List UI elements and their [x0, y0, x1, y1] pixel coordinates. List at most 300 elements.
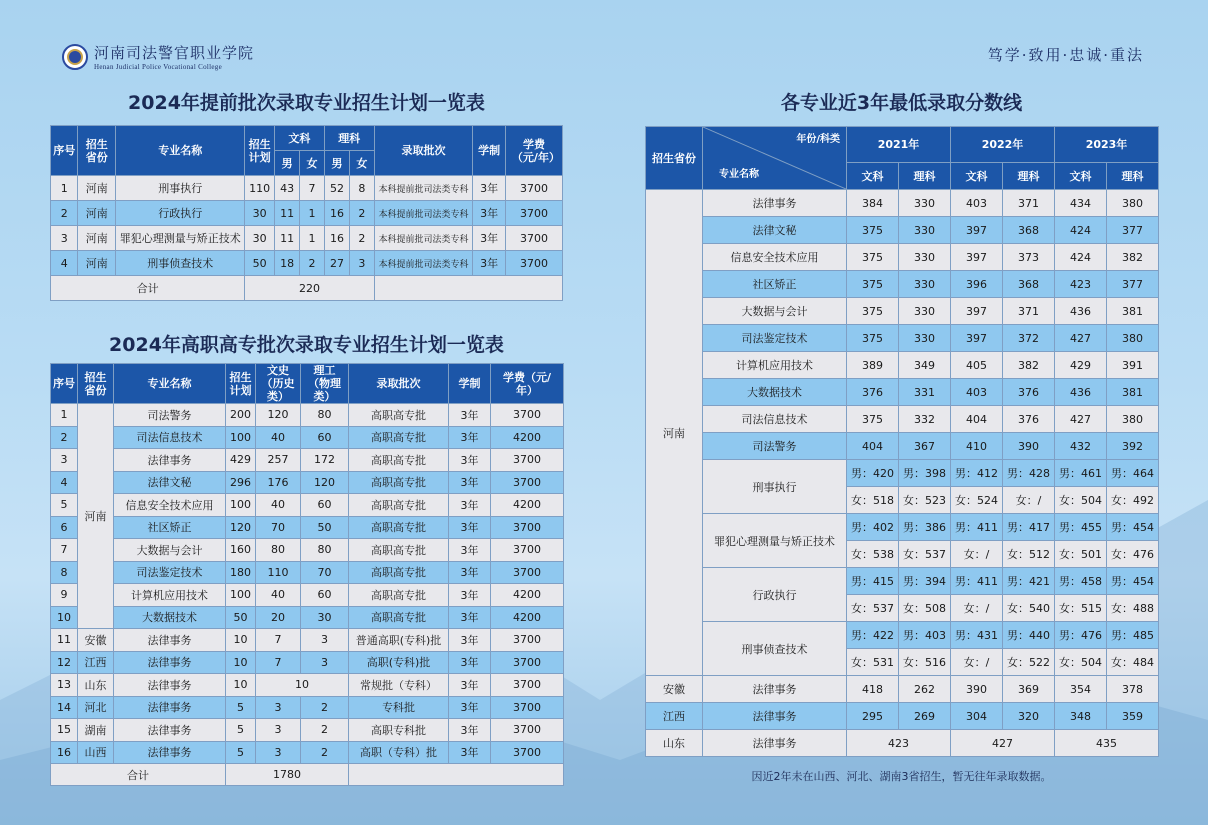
fee-cell: 3700 — [491, 404, 564, 427]
table-row — [646, 460, 1159, 487]
major-cell: 大数据技术 — [703, 379, 847, 406]
fee-cell: 4200 — [491, 426, 564, 449]
header-seq: 序号 — [51, 126, 78, 176]
header-diagonal — [703, 127, 847, 190]
duration-cell: 3年 — [449, 449, 491, 472]
batch-cell: 高职高专批 — [349, 426, 449, 449]
header-plan: 招生计划 — [226, 364, 256, 404]
duration-cell: 3年 — [449, 696, 491, 719]
wenke-female-cell: 1 — [300, 201, 324, 226]
header-wen: 文科 — [1055, 163, 1107, 190]
male-score-cell: 男：417 — [1003, 514, 1055, 541]
table-row — [646, 298, 1159, 325]
ligong-cell: 2 — [301, 741, 349, 764]
header-li: 理科 — [1003, 163, 1055, 190]
batch-cell: 高职高专批 — [349, 516, 449, 539]
province-cell: 河南 — [646, 190, 703, 676]
score-cell: 390 — [951, 676, 1003, 703]
header-like: 理科 — [324, 126, 374, 151]
score-cell: 403 — [951, 190, 1003, 217]
plan-cell: 200 — [226, 404, 256, 427]
college-seal-icon — [62, 44, 88, 70]
duration-cell: 3年 — [449, 719, 491, 742]
score-cell: 295 — [847, 703, 899, 730]
wenke-female-cell: 7 — [300, 176, 324, 201]
male-score-cell: 男：455 — [1055, 514, 1107, 541]
province-cell: 安徽 — [646, 676, 703, 703]
female-score-cell: 女：504 — [1055, 649, 1107, 676]
duration-cell: 3年 — [473, 176, 506, 201]
batch-cell: 高职高专批 — [349, 561, 449, 584]
duration-cell: 3年 — [449, 471, 491, 494]
score-cell: 376 — [847, 379, 899, 406]
ligong-cell: 60 — [301, 426, 349, 449]
table-row — [646, 244, 1159, 271]
wenke-male-cell: 11 — [274, 201, 299, 226]
female-score-cell: 女：512 — [1003, 541, 1055, 568]
score-cell: 332 — [899, 406, 951, 433]
province-cell: 山东 — [646, 730, 703, 757]
score-cell: 397 — [951, 244, 1003, 271]
score-cell: 384 — [847, 190, 899, 217]
table-row — [51, 226, 563, 251]
wenshi-cell: 70 — [256, 516, 301, 539]
ligong-cell: 50 — [301, 516, 349, 539]
batch-cell: 本科提前批司法类专科 — [374, 251, 473, 276]
female-score-cell: 女：524 — [951, 487, 1003, 514]
score-cell: 376 — [1003, 406, 1055, 433]
table-row — [646, 730, 1159, 757]
plan-cell: 296 — [226, 471, 256, 494]
wenshi-cell: 110 — [256, 561, 301, 584]
female-score-cell: 女：516 — [899, 649, 951, 676]
score-cell: 380 — [1107, 406, 1159, 433]
male-score-cell: 男：461 — [1055, 460, 1107, 487]
fee-cell: 3700 — [491, 561, 564, 584]
header-female: 女 — [350, 151, 374, 176]
male-score-cell: 男：411 — [951, 568, 1003, 595]
batch-cell: 高职（专科）批 — [349, 741, 449, 764]
like-male-cell: 16 — [324, 226, 349, 251]
header-li: 理科 — [1107, 163, 1159, 190]
province-cell: 湖南 — [78, 719, 114, 742]
header-li: 理科 — [899, 163, 951, 190]
table-row — [646, 703, 1159, 730]
score-cell: 330 — [899, 298, 951, 325]
score-cell: 330 — [899, 217, 951, 244]
score-cell: 424 — [1055, 217, 1107, 244]
score-cell: 331 — [899, 379, 951, 406]
score-cell: 378 — [1107, 676, 1159, 703]
male-score-cell: 男：394 — [899, 568, 951, 595]
score-cell: 330 — [899, 190, 951, 217]
min-score-table — [645, 126, 1159, 757]
seq-cell: 7 — [51, 539, 78, 562]
score-cell: 368 — [1003, 271, 1055, 298]
score-cell: 381 — [1107, 298, 1159, 325]
table-row — [51, 539, 564, 562]
plan-cell: 50 — [245, 251, 275, 276]
major-cell: 法律事务 — [114, 719, 226, 742]
major-cell: 法律文秘 — [114, 471, 226, 494]
major-cell: 法律事务 — [114, 741, 226, 764]
score-cell: 434 — [1055, 190, 1107, 217]
male-score-cell: 男：412 — [951, 460, 1003, 487]
fee-cell: 3700 — [505, 201, 562, 226]
seq-cell: 14 — [51, 696, 78, 719]
ligong-cell: 120 — [301, 471, 349, 494]
fee-cell: 3700 — [491, 651, 564, 674]
ligong-cell: 60 — [301, 584, 349, 607]
province-cell: 安徽 — [78, 629, 114, 652]
score-cell: 436 — [1055, 379, 1107, 406]
score-cell: 432 — [1055, 433, 1107, 460]
college-motto: 笃学·致用·忠诚·重法 — [987, 46, 1144, 64]
ligong-cell: 70 — [301, 561, 349, 584]
table-row — [51, 404, 564, 427]
ligong-cell: 80 — [301, 539, 349, 562]
seq-cell: 8 — [51, 561, 78, 584]
wenshi-cell: 120 — [256, 404, 301, 427]
female-score-cell: 女：523 — [899, 487, 951, 514]
score-cell: 372 — [1003, 325, 1055, 352]
score-cell: 377 — [1107, 217, 1159, 244]
total-value: 220 — [245, 276, 374, 301]
table-row — [646, 190, 1159, 217]
fee-cell: 3700 — [491, 516, 564, 539]
female-score-cell: 女：538 — [847, 541, 899, 568]
fee-cell: 3700 — [491, 629, 564, 652]
female-score-cell: 女：537 — [899, 541, 951, 568]
table-row — [646, 676, 1159, 703]
batch-cell: 高职高专批 — [349, 584, 449, 607]
score-cell: 304 — [951, 703, 1003, 730]
score-cell: 427 — [1055, 406, 1107, 433]
score-cell: 330 — [899, 244, 951, 271]
table-row — [646, 514, 1159, 541]
seq-cell: 4 — [51, 471, 78, 494]
score-cell: 348 — [1055, 703, 1107, 730]
seq-cell: 1 — [51, 404, 78, 427]
header-male: 男 — [274, 151, 299, 176]
major-cell: 行政执行 — [703, 568, 847, 622]
header-plan: 招生计划 — [245, 126, 275, 176]
score-cell: 410 — [951, 433, 1003, 460]
female-score-cell: 女：501 — [1055, 541, 1107, 568]
female-score-cell: 女：488 — [1107, 595, 1159, 622]
table3-title: 各专业近3年最低录取分数线 — [780, 92, 1023, 114]
batch-cell: 本科提前批司法类专科 — [374, 226, 473, 251]
duration-cell: 3年 — [449, 494, 491, 517]
province-cell: 河南 — [78, 404, 114, 629]
table-row — [51, 426, 564, 449]
seq-cell: 11 — [51, 629, 78, 652]
total-label: 合计 — [51, 276, 245, 301]
header-male: 男 — [324, 151, 349, 176]
score-cell: 390 — [1003, 433, 1055, 460]
batch-cell: 高职(专科)批 — [349, 651, 449, 674]
score-cell: 330 — [899, 325, 951, 352]
male-score-cell: 男：421 — [1003, 568, 1055, 595]
plan-cell: 10 — [226, 674, 256, 697]
major-cell: 大数据与会计 — [703, 298, 847, 325]
wenshi-cell: 3 — [256, 741, 301, 764]
major-cell: 社区矫正 — [114, 516, 226, 539]
header-ligong: 理工（物理类） — [301, 364, 349, 404]
score-cell: 373 — [1003, 244, 1055, 271]
header-duration: 学制 — [473, 126, 506, 176]
duration-cell: 3年 — [449, 584, 491, 607]
seq-cell: 1 — [51, 176, 78, 201]
seq-cell: 3 — [51, 449, 78, 472]
seq-cell: 9 — [51, 584, 78, 607]
major-cell: 法律事务 — [703, 190, 847, 217]
seq-cell: 2 — [51, 201, 78, 226]
major-cell: 司法信息技术 — [114, 426, 226, 449]
major-cell: 法律事务 — [703, 676, 847, 703]
plan-cell: 429 — [226, 449, 256, 472]
ligong-cell: 60 — [301, 494, 349, 517]
male-score-cell: 男：422 — [847, 622, 899, 649]
score-cell: 376 — [1003, 379, 1055, 406]
table-row — [51, 741, 564, 764]
wenshi-ligong-merged-cell: 10 — [256, 674, 349, 697]
female-score-cell: 女：522 — [1003, 649, 1055, 676]
college-name-en: Henan Judicial Police Vocational College — [94, 63, 222, 71]
college-logo — [62, 42, 254, 71]
fee-cell: 4200 — [491, 606, 564, 629]
score-cell: 371 — [1003, 298, 1055, 325]
score-cell: 371 — [1003, 190, 1055, 217]
major-cell: 大数据技术 — [114, 606, 226, 629]
province-cell: 河南 — [78, 176, 116, 201]
duration-cell: 3年 — [449, 561, 491, 584]
female-score-cell: 女：/ — [951, 649, 1003, 676]
major-cell: 信息安全技术应用 — [114, 494, 226, 517]
female-score-cell: 女：531 — [847, 649, 899, 676]
major-cell: 法律事务 — [703, 703, 847, 730]
plan-cell: 180 — [226, 561, 256, 584]
duration-cell: 3年 — [473, 251, 506, 276]
header-batch: 录取批次 — [349, 364, 449, 404]
wenke-female-cell: 2 — [300, 251, 324, 276]
wenke-male-cell: 11 — [274, 226, 299, 251]
wenshi-cell: 40 — [256, 494, 301, 517]
score-cell: 320 — [1003, 703, 1055, 730]
score-cell: 375 — [847, 217, 899, 244]
score-cell: 391 — [1107, 352, 1159, 379]
score-cell: 375 — [847, 406, 899, 433]
major-cell: 罪犯心理测量与矫正技术 — [116, 226, 245, 251]
score-cell: 354 — [1055, 676, 1107, 703]
score-table-note: 因近2年未在山西、河北、湖南3省招生，暂无往年录取数据。 — [751, 770, 1052, 783]
header-seq: 序号 — [51, 364, 78, 404]
seq-cell: 10 — [51, 606, 78, 629]
table2-total-row — [51, 764, 564, 786]
header-2021: 2021年 — [847, 127, 951, 163]
fee-cell: 3700 — [491, 674, 564, 697]
score-cell: 403 — [951, 379, 1003, 406]
duration-cell: 3年 — [473, 201, 506, 226]
score-cell: 375 — [847, 325, 899, 352]
wenshi-cell: 7 — [256, 629, 301, 652]
female-score-cell: 女：/ — [1003, 487, 1055, 514]
duration-cell: 3年 — [449, 516, 491, 539]
ligong-cell: 2 — [301, 696, 349, 719]
male-score-cell: 男：485 — [1107, 622, 1159, 649]
major-cell: 法律事务 — [114, 674, 226, 697]
header-wenke: 文科 — [274, 126, 324, 151]
major-cell: 司法鉴定技术 — [703, 325, 847, 352]
duration-cell: 3年 — [449, 606, 491, 629]
batch-cell: 普通高职(专科)批 — [349, 629, 449, 652]
batch-cell: 高职高专批 — [349, 449, 449, 472]
fee-cell: 3700 — [491, 696, 564, 719]
female-score-cell: 女：484 — [1107, 649, 1159, 676]
score-cell: 424 — [1055, 244, 1107, 271]
plan-cell: 120 — [226, 516, 256, 539]
like-female-cell: 2 — [350, 201, 374, 226]
seq-cell: 5 — [51, 494, 78, 517]
seq-cell: 16 — [51, 741, 78, 764]
major-cell: 法律事务 — [703, 730, 847, 757]
male-score-cell: 男：402 — [847, 514, 899, 541]
fee-cell: 3700 — [491, 719, 564, 742]
table-row — [51, 251, 563, 276]
fee-cell: 4200 — [491, 494, 564, 517]
seq-cell: 3 — [51, 226, 78, 251]
major-cell: 司法警务 — [703, 433, 847, 460]
total-label: 合计 — [51, 764, 226, 786]
province-cell: 山东 — [78, 674, 114, 697]
header-wenshi: 文史（历史类） — [256, 364, 301, 404]
major-cell: 法律事务 — [114, 696, 226, 719]
female-score-cell: 女：508 — [899, 595, 951, 622]
like-female-cell: 3 — [350, 251, 374, 276]
score-merged-cell: 427 — [951, 730, 1055, 757]
fee-cell: 3700 — [505, 176, 562, 201]
duration-cell: 3年 — [449, 674, 491, 697]
batch-cell: 高职专科批 — [349, 719, 449, 742]
female-score-cell: 女：515 — [1055, 595, 1107, 622]
score-cell: 269 — [899, 703, 951, 730]
major-cell: 刑事执行 — [116, 176, 245, 201]
header-2023: 2023年 — [1055, 127, 1159, 163]
major-cell: 刑事侦查技术 — [703, 622, 847, 676]
score-cell: 397 — [951, 325, 1003, 352]
ligong-cell: 3 — [301, 651, 349, 674]
score-cell: 429 — [1055, 352, 1107, 379]
table-row — [646, 568, 1159, 595]
fee-cell: 3700 — [491, 471, 564, 494]
header-female: 女 — [300, 151, 324, 176]
fee-cell: 3700 — [491, 449, 564, 472]
duration-cell: 3年 — [473, 226, 506, 251]
table-row — [646, 352, 1159, 379]
header-fee: 学费（元/年） — [505, 126, 562, 176]
female-score-cell: 女：476 — [1107, 541, 1159, 568]
wenshi-cell: 3 — [256, 696, 301, 719]
table1-total-row — [51, 276, 563, 301]
header-major: 专业名称 — [116, 126, 245, 176]
header-batch: 录取批次 — [374, 126, 473, 176]
batch-cell: 常规批（专科） — [349, 674, 449, 697]
fee-cell: 3700 — [505, 226, 562, 251]
like-male-cell: 27 — [324, 251, 349, 276]
score-cell: 359 — [1107, 703, 1159, 730]
score-cell: 404 — [847, 433, 899, 460]
major-cell: 司法鉴定技术 — [114, 561, 226, 584]
wenke-male-cell: 43 — [274, 176, 299, 201]
header-2022: 2022年 — [951, 127, 1055, 163]
province-cell: 河南 — [78, 201, 116, 226]
male-score-cell: 男：415 — [847, 568, 899, 595]
female-score-cell: 女：537 — [847, 595, 899, 622]
batch-cell: 高职高专批 — [349, 606, 449, 629]
score-cell: 423 — [1055, 271, 1107, 298]
duration-cell: 3年 — [449, 426, 491, 449]
table-row — [51, 629, 564, 652]
plan-cell: 100 — [226, 494, 256, 517]
female-score-cell: 女：/ — [951, 541, 1003, 568]
major-cell: 行政执行 — [116, 201, 245, 226]
male-score-cell: 男：458 — [1055, 568, 1107, 595]
male-score-cell: 男：428 — [1003, 460, 1055, 487]
table-row — [51, 606, 564, 629]
wenshi-cell: 7 — [256, 651, 301, 674]
major-cell: 计算机应用技术 — [703, 352, 847, 379]
male-score-cell: 男：386 — [899, 514, 951, 541]
score-cell: 367 — [899, 433, 951, 460]
table-row — [51, 201, 563, 226]
score-cell: 382 — [1107, 244, 1159, 271]
ligong-cell: 2 — [301, 719, 349, 742]
duration-cell: 3年 — [449, 404, 491, 427]
major-cell: 法律事务 — [114, 629, 226, 652]
score-cell: 405 — [951, 352, 1003, 379]
score-cell: 375 — [847, 298, 899, 325]
major-cell: 司法警务 — [114, 404, 226, 427]
wenshi-cell: 176 — [256, 471, 301, 494]
major-cell: 法律文秘 — [703, 217, 847, 244]
header-province: 招生省份 — [78, 364, 114, 404]
female-score-cell: 女：504 — [1055, 487, 1107, 514]
major-cell: 社区矫正 — [703, 271, 847, 298]
seq-cell: 15 — [51, 719, 78, 742]
wenke-female-cell: 1 — [300, 226, 324, 251]
plan-cell: 30 — [245, 201, 275, 226]
major-cell: 大数据与会计 — [114, 539, 226, 562]
batch-cell: 高职高专批 — [349, 471, 449, 494]
wenshi-cell: 40 — [256, 426, 301, 449]
score-cell: 262 — [899, 676, 951, 703]
batch-cell: 高职高专批 — [349, 404, 449, 427]
score-cell: 382 — [1003, 352, 1055, 379]
province-cell: 河南 — [78, 251, 116, 276]
major-cell: 司法信息技术 — [703, 406, 847, 433]
score-cell: 396 — [951, 271, 1003, 298]
plan-cell: 100 — [226, 426, 256, 449]
header-year-subject: 年份/科类 — [796, 134, 840, 145]
score-merged-cell: 435 — [1055, 730, 1159, 757]
header-major: 专业名称 — [719, 169, 759, 180]
ligong-cell: 30 — [301, 606, 349, 629]
seq-cell: 12 — [51, 651, 78, 674]
fee-cell: 4200 — [491, 584, 564, 607]
province-cell: 江西 — [646, 703, 703, 730]
score-cell: 380 — [1107, 325, 1159, 352]
seq-cell: 6 — [51, 516, 78, 539]
